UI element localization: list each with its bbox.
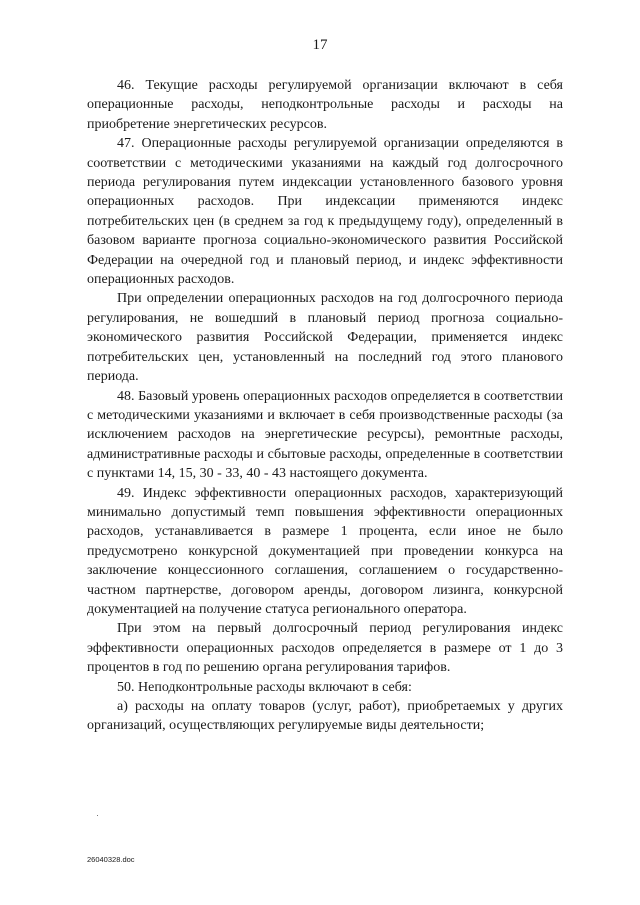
- paragraph-50-item-a: а) расходы на оплату товаров (услуг, работ), приобретаемых у других организаций, осуществляющих регулируемые виды деятельности;: [87, 699, 563, 734]
- paragraph-46: 46. Текущие расходы регулируемой организации включают в себя операционные расходы, неподконтрольные расходы и расходы на приобретение энергетических ресурсов.: [87, 78, 563, 132]
- paragraph-49-continuation: При этом на первый долгосрочный период регулирования индекс эффективности операционных расходов определяется в размере от 1 до 3 процентов в год по решению органа регулирования тарифов.: [87, 621, 563, 676]
- paragraph-48: 48. Базовый уровень операционных расходов определяется в соответствии с методическими указаниями и включает в себя производственные расходы (за исключением расходов на энергетические ресурсы), ремонтные расходы, административные расходы и сбытовые расходы, определенные в соответствии с пунктами 14, 15, 30 - 33, 40 - 43 настоящего документа.: [87, 388, 563, 482]
- paragraph-50: 50. Неподконтрольные расходы включают в себя:: [117, 679, 412, 695]
- document-body: [87, 76, 563, 736]
- footer-doc-code: 26040328.doc: [87, 855, 135, 864]
- paragraph-47-continuation: При определении операционных расходов на год долгосрочного периода регулирования, не вошедший в плановый период прогноза социально-экономического развития Российской Федерации, применяется индекс потребительских цен, установленный на последний год этого планового периода.: [87, 291, 563, 385]
- page-number: 17: [312, 37, 328, 53]
- paragraph-47: 47. Операционные расходы регулируемой организации определяются в соответствии с методическими указаниями на каждый год долгосрочного периода регулирования путем индексации установленного базового уровня операционных расходов. При индексации применяются индекс потребительских цен (в среднем за год к предыдущему году), определенный в базовом варианте прогноза социально-экономического развития Российской Федерации на очередной год и плановый период, и индекс эффективности операционных расходов.: [87, 136, 563, 288]
- scan-speck: [97, 815, 98, 816]
- paragraph-49: 49. Индекс эффективности операционных расходов, характеризующий минимально допустимый темп повышения эффективности операционных расходов, устанавливается в размере 1 процента, если иное не было предусмотрено конкурсной документацией при проведении конкурса на заключение концессионного соглашения, соглашением о государственно-частном партнерстве, договором аренды, договором лизинга, конкурсной документацией на получение статуса регионального оператора.: [87, 485, 563, 617]
